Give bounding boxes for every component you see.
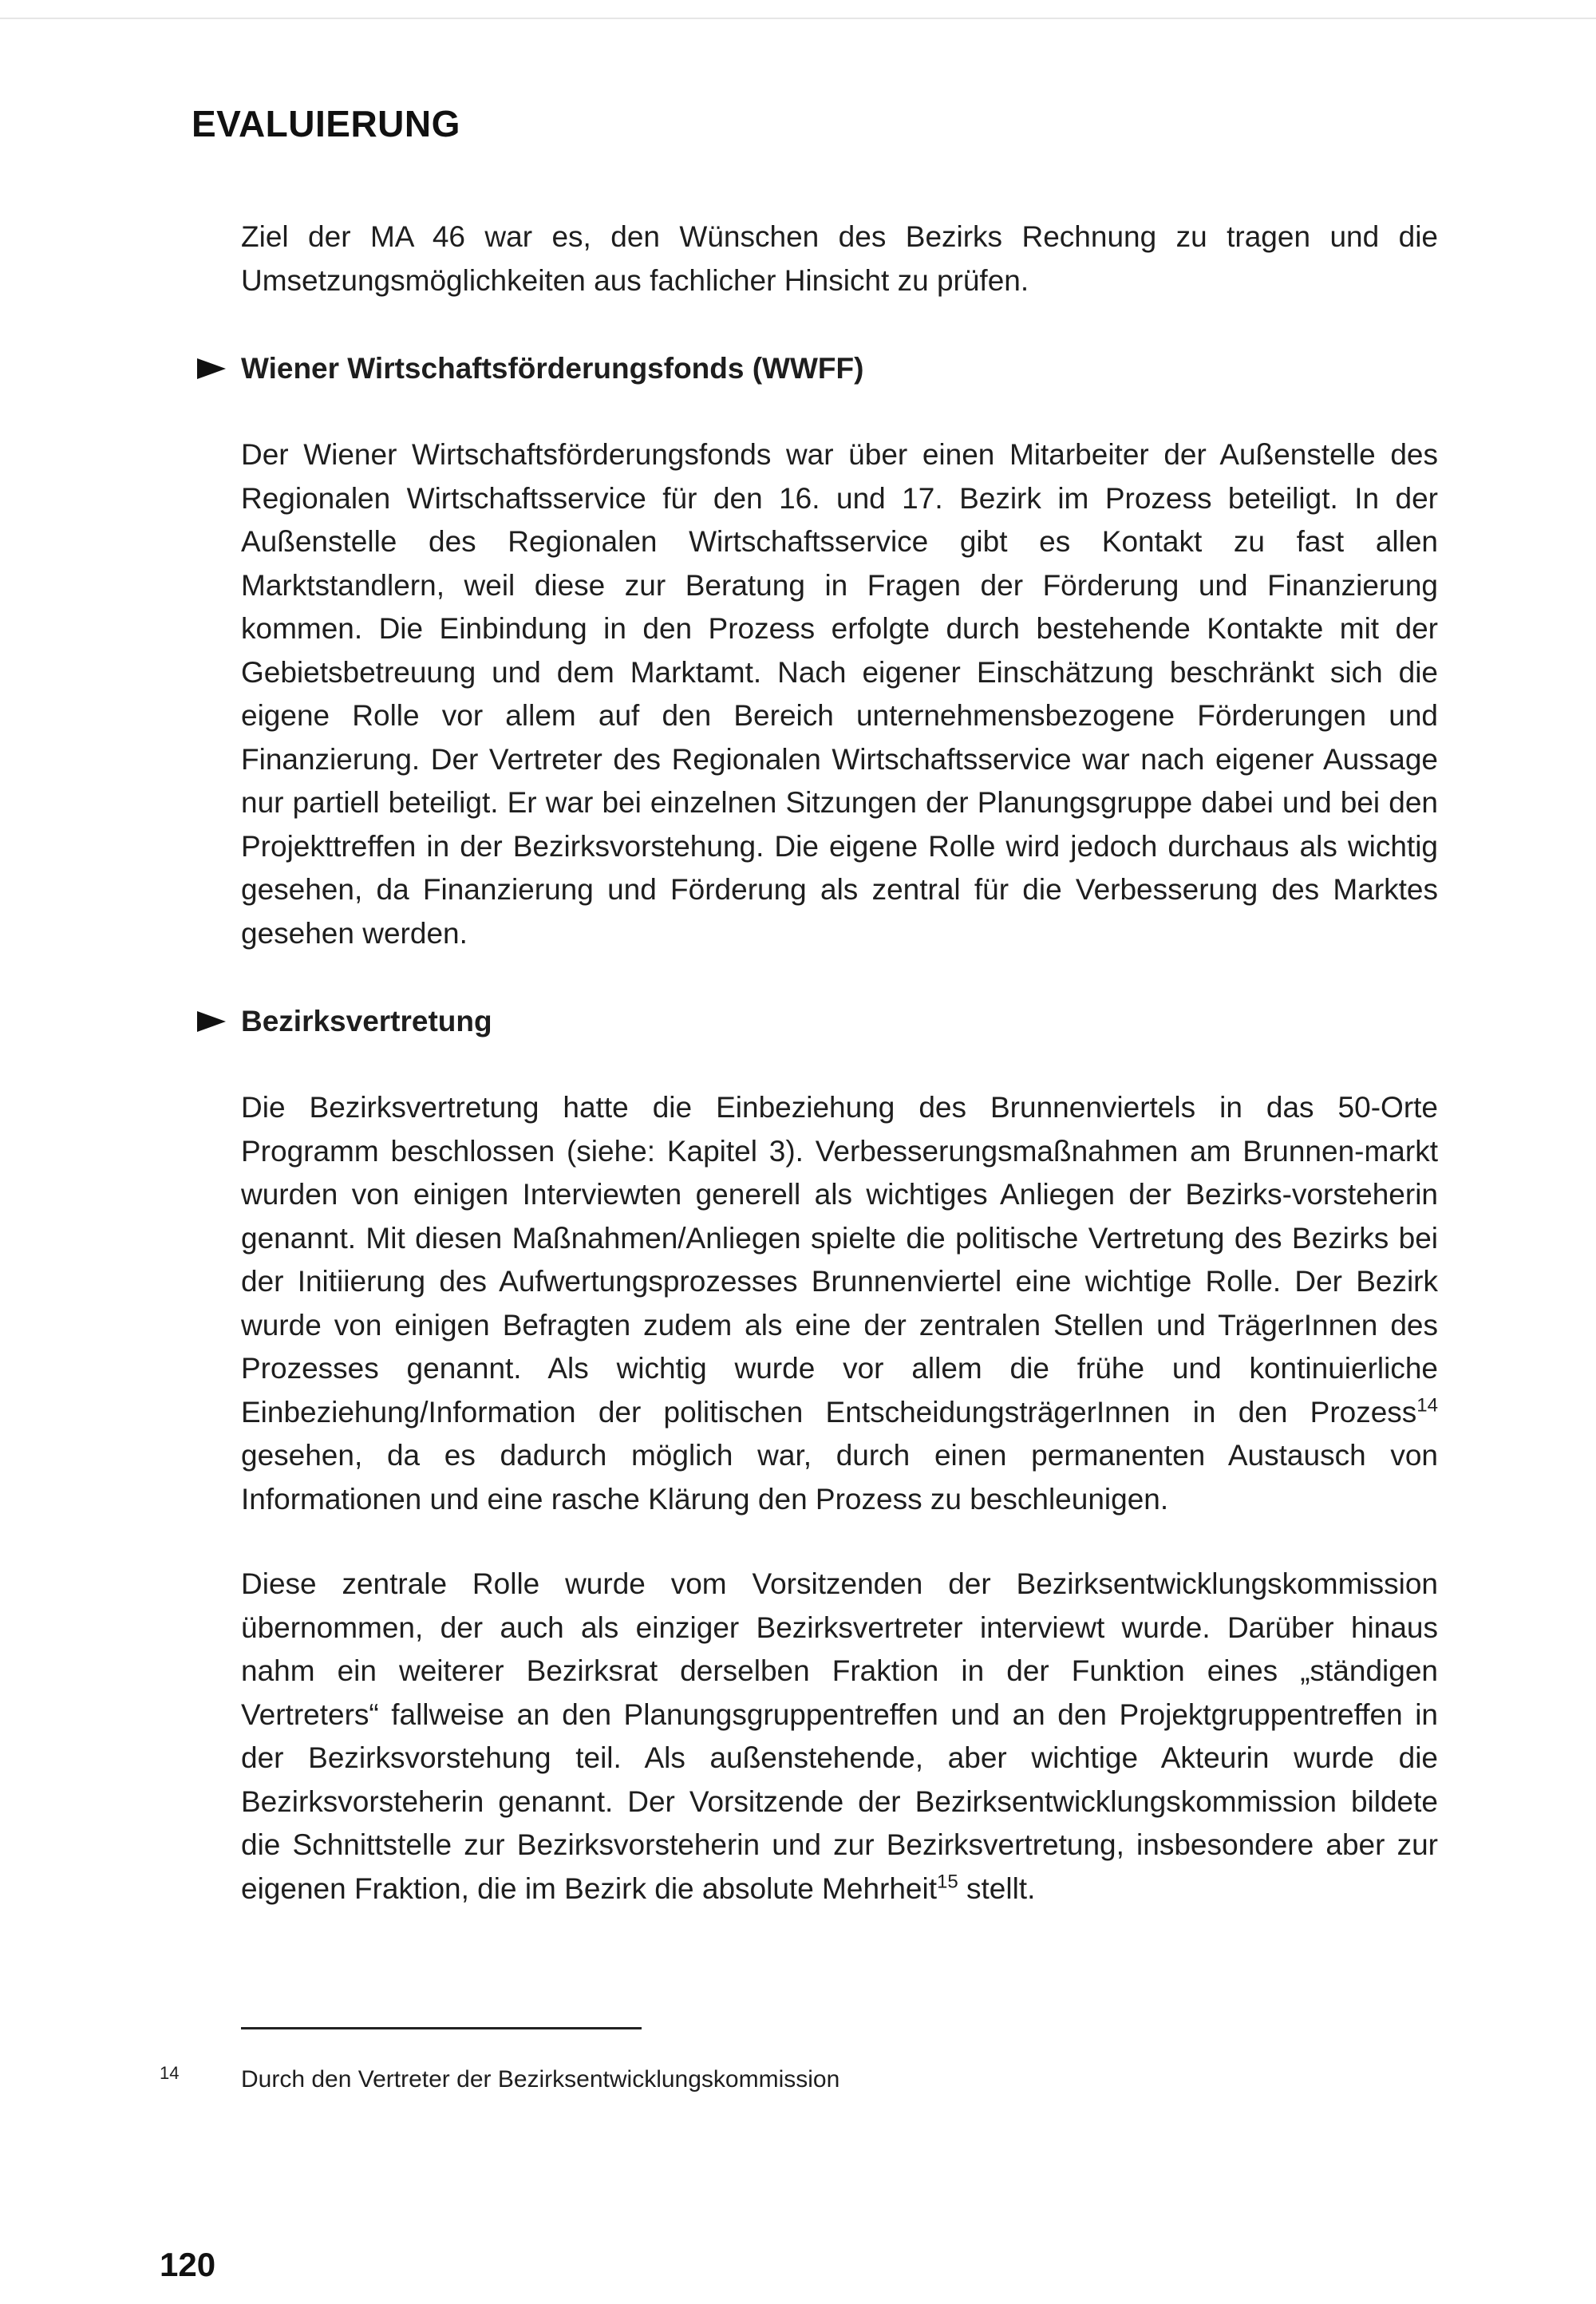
footnote-reference-15[interactable]: 15 [937, 1871, 958, 1893]
section-title: EVALUIERUNG [192, 103, 460, 144]
bezirksvertretung-paragraph-1 [241, 1086, 1438, 1521]
arrow-bullet-icon [197, 1011, 226, 1032]
heading-bezirksvertretung-label: Bezirksvertretung [241, 1005, 492, 1037]
bezirksvertretung-paragraph-2 [241, 1563, 1438, 1911]
paragraph-text: Diese zentrale Rolle wurde vom Vorsitzenden der Bezirksentwicklungskommission übernommen, der auch als einziger Bezirksvertreter interviewt wurde. Darüber hinaus nahm ein weiterer Bezirksrat derselben Fraktion in der Funktion eines „ständigen Vertreters“ fallweise an den Planungsgruppentreffen und an den Projektgruppentreffen in der Bezirksvorstehung teil. Als außenstehende, aber wichtige Akteurin wurde die Bezirksvorsteherin genannt. Der Vorsitzende der Bezirksentwicklungskommission bildete die Schnittstelle zur Bezirksvorsteherin und zur Bezirksvertretung, insbesondere aber zur eigenen Fraktion, die im Bezirk die absolute Mehrheit [241, 1567, 1438, 1905]
footnote-divider [241, 2027, 642, 2029]
page-number: 120 [160, 2246, 216, 2283]
footnote-reference-14[interactable]: 14 [1416, 1394, 1438, 1417]
heading-bezirksvertretung [241, 1000, 1438, 1043]
paragraph-text: Die Bezirksvertretung hatte die Einbeziehung des Brunnenviertels in das 50-Orte Programm beschlossen (siehe: Kapitel 3). Verbesserungsmaßnahmen am Brunnen-markt wurden von einigen Interviewten generell als wichtiges Anliegen der Bezirks-vorsteherin genannt. Mit diesen Maßnahmen/Anliegen spielte die politische Vertretung des Bezirks bei der Initiierung des Aufwertungsprozesses Brunnenviertel eine wichtige Rolle. Der Bezirk wurde von einigen Befragten zudem als eine der zentralen Stellen und TrägerInnen des Prozesses genannt. Als wichtig wurde vor allem die frühe und kontinuierliche Einbeziehung/Information der politischen EntscheidungsträgerInnen in den Prozess [241, 1091, 1438, 1429]
paragraph-text: gesehen, da es dadurch möglich war, durch einen permanenten Austausch von Informationen und eine rasche Klärung den Prozess zu beschleunigen. [241, 1439, 1438, 1516]
paragraph-text: stellt. [958, 1871, 1036, 1905]
main-content [241, 215, 1438, 1911]
footnote-text: Durch den Vertreter der Bezirksentwicklungskommission [241, 2066, 840, 2093]
footnote-number: 14 [160, 2063, 180, 2083]
intro-paragraph: Ziel der MA 46 war es, den Wünschen des Bezirks Rechnung zu tragen und die Umsetzungsmöglichkeiten aus fachlicher Hinsicht zu prüfen. [241, 220, 1438, 297]
heading-wwff-label: Wiener Wirtschaftsförderungsfonds (WWFF) [241, 352, 864, 385]
heading-wwff [241, 347, 1438, 390]
top-rule [0, 18, 1596, 19]
arrow-bullet-icon [197, 358, 226, 379]
wwff-paragraph: Der Wiener Wirtschaftsförderungsfonds war über einen Mitarbeiter der Außenstelle des Regionalen Wirtschaftsservice für den 16. und 17. Bezirk im Prozess beteiligt. In der Außenstelle des Regionalen Wirtschaftsservice gibt es Kontakt zu fast allen Marktstandlern, weil diese zur Beratung in Fragen der Förderung und Finanzierung kommen. Die Einbindung in den Prozess erfolgte durch bestehende Kontakte mit der Gebietsbetreuung und dem Marktamt. Nach eigener Einschätzung beschränkt sich die eigene Rolle vor allem auf den Bereich unternehmensbezogene Förderungen und Finanzierung. Der Vertreter des Regionalen Wirtschaftsservice war nach eigener Aussage nur partiell beteiligt. Er war bei einzelnen Sitzungen der Planungsgruppe dabei und bei den Projekttreffen in der Bezirksvorstehung. Die eigene Rolle wird jedoch durchaus als wichtig gesehen, da Finanzierung und Förderung als zentral für die Verbesserung des Marktes gesehen werden. [241, 438, 1438, 950]
